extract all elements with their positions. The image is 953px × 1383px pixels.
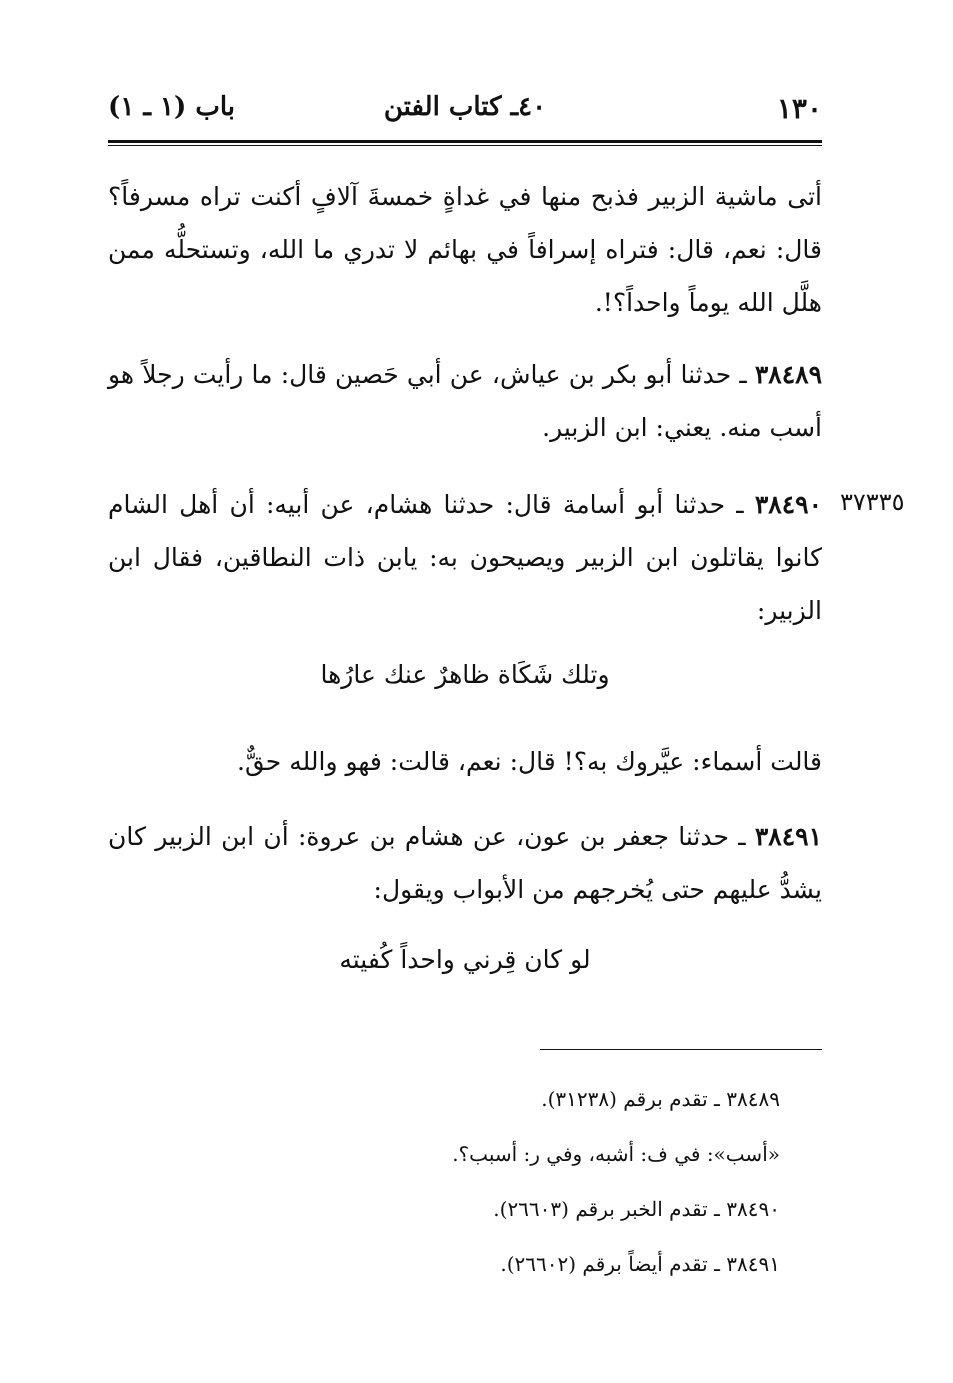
chapter-label: باب (١ ـ ١) xyxy=(108,92,235,122)
hadith-number: ٣٨٤٩٠ xyxy=(754,490,822,519)
footnote-rule xyxy=(540,1049,822,1050)
hadith-number: ٣٨٤٩١ xyxy=(754,822,822,851)
hadith-38491 xyxy=(108,810,822,916)
header-rule-thin xyxy=(108,145,822,146)
book-title: ٤٠ـ كتاب الفتن xyxy=(383,92,547,122)
hadith-text: ـ حدثنا أبو أسامة قال: حدثنا هشام، عن أبيه: أن أهل الشام كانوا يقاتلون ابن الزبير ويصيحون به: يابن ذات النطاقين، فقال ابن الزبير: xyxy=(108,490,822,625)
hadith-38490 xyxy=(108,478,822,637)
hadith-number: ٣٨٤٨٩ xyxy=(754,360,822,389)
hadith-38489 xyxy=(108,348,822,454)
page-header xyxy=(108,92,822,132)
page-number: ١٣٠ xyxy=(776,92,822,125)
footnote: ٣٨٤٨٩ ـ تقدم برقم (٣١٢٣٨). xyxy=(541,1087,780,1111)
paragraph-asma xyxy=(108,735,822,788)
footnote: «أسب»: في ف: أشبه، وفي ر: أسبب؟. xyxy=(452,1142,780,1166)
paragraph-continuation xyxy=(108,170,822,329)
paragraph-text: قالت أسماء: عيَّروك به؟! قال: نعم، قالت: فهو والله حقٌّ. xyxy=(237,747,822,776)
footnotes xyxy=(300,1072,780,1292)
footnote: ٣٨٤٩٠ ـ تقدم الخبر برقم (٢٦٦٠٣). xyxy=(493,1197,780,1221)
header-rule xyxy=(108,140,822,143)
footnote: ٣٨٤٩١ ـ تقدم أيضاً برقم (٢٦٦٠٢). xyxy=(500,1252,780,1276)
verse-line: وتلك شَكَاة ظاهرٌ عنك عارُها xyxy=(320,660,610,689)
hadith-text: ـ حدثنا أبو بكر بن عياش، عن أبي حَصين قال: ما رأيت رجلاً هو أسب منه. يعني: ابن الزبير. xyxy=(108,360,822,442)
hadith-text: ـ حدثنا جعفر بن عون، عن هشام بن عروة: أن ابن الزبير كان يشدُّ عليهم حتى يُخرجهم من الأبواب ويقول: xyxy=(108,822,822,904)
verse-line: لو كان قِرني واحداً كُفيته xyxy=(339,945,591,974)
paragraph-text: أتى ماشية الزبير فذبح منها في غداةٍ خمسةَ آلافٍ أكنت تراه مسرفاً؟ قال: نعم، قال: فتراه إسرافاً في بهائم لا تدري ما الله، وتستحلُّه ممن هلَّل الله يوماً واحداً؟!. xyxy=(108,182,822,317)
margin-number: ٣٧٣٣٥ xyxy=(840,488,905,516)
